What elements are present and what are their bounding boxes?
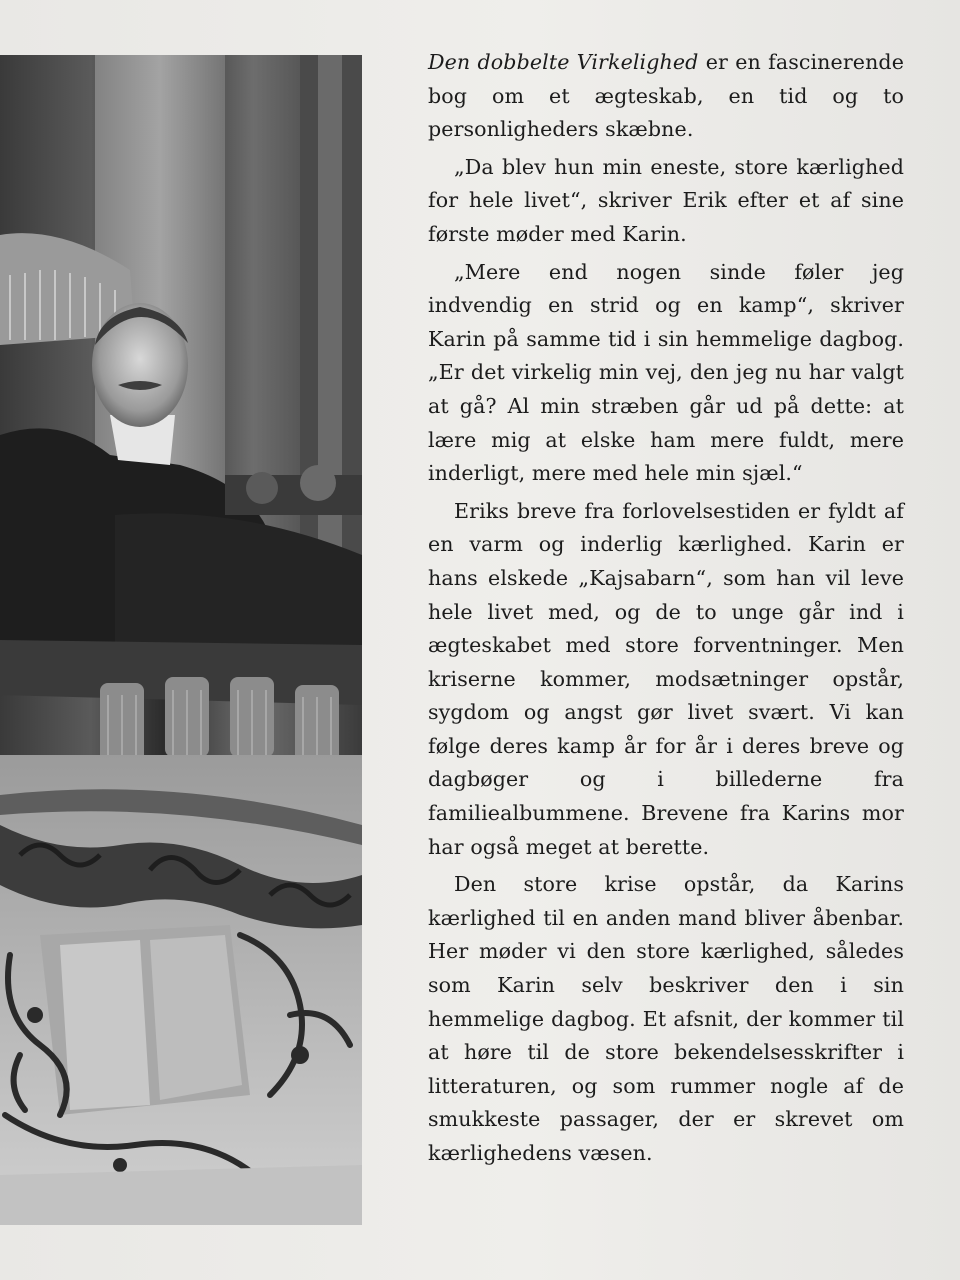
paragraph-intro bbox=[428, 46, 904, 147]
paragraph-karin-quote: „Mere end nogen sinde føler jeg indvendig en strid og en kamp“, skriver Karin på samme tid i sin hemmelige dagbog. „Er det virkelig min vej, den jeg nu har valgt at gå? Al min stræben går ud på dette: at lære mig at elske ham mere fuldt, mere inderligt, mere med hele min sjæl.“ bbox=[428, 259, 904, 486]
book-title: Den dobbelte Virkelighed bbox=[428, 50, 699, 74]
paragraph-erik-quote: „Da blev hun min eneste, store kærlighed for hele livet“, skriver Erik efter et af sine første møder med Karin. bbox=[428, 154, 904, 246]
paragraph-crisis: Den store krise opstår, da Karins kærlighed til en anden mand bliver åbenbar. Her møder vi den store kærlighed, således som Karin selv beskriver den i sin hemmelige dagbog. Et afsnit, der kommer til at høre til de store bekendelsesskrifter i litteraturen, og som rummer nogle af de smukkeste passager, der er skrevet om kærlighedens væsen. bbox=[428, 872, 904, 1165]
paragraph-letters: Eriks breve fra forlovelsestiden er fyldt af en varm og inderlig kærlighed. Karin er hans elskede „Kajsabarn“, som han vil leve hele livet med, og de to unge går ind i ægteskabet med store forventninger. Men kriserne kommer, modsætninger opstår, sygdom og angst gør livet svært. Vi kan følge deres kamp år for år i deres breve og dagbøger og i billederne fra familiealbummene. Brevene fra Karins mor har også meget at berette. bbox=[428, 498, 904, 859]
clergyman-photograph bbox=[0, 55, 362, 1225]
intro-text: er en fascinerende bog om et ægteskab, en tid og to personligheders skæbne. bbox=[428, 50, 904, 142]
blurb-text bbox=[428, 46, 904, 1175]
